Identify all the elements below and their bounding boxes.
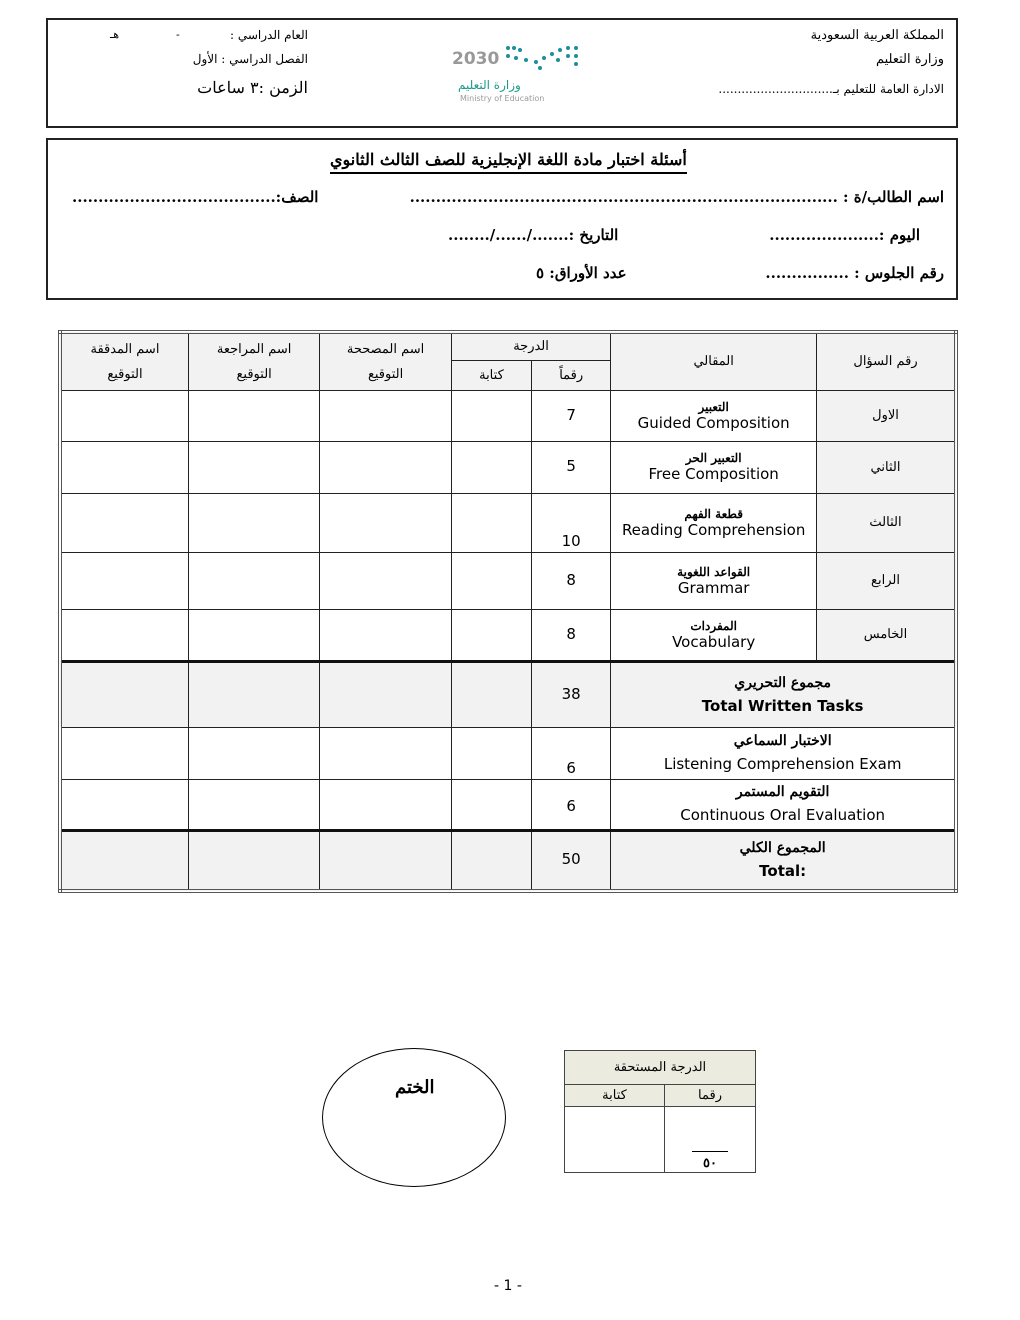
score-cell: 6 [532, 779, 611, 830]
ministry-logo [448, 38, 588, 108]
header-box [46, 18, 958, 128]
blank-cell[interactable] [320, 609, 451, 661]
blank-cell[interactable] [188, 727, 319, 779]
blank-cell[interactable] [451, 609, 531, 661]
table-row [60, 390, 956, 441]
digits-header: رقماً [532, 360, 611, 390]
logo-ministry-en: Ministry of Education [460, 94, 545, 103]
question-header: رقم السؤال [817, 332, 957, 390]
year-dash: - [176, 28, 180, 41]
blank-cell[interactable] [320, 552, 451, 609]
blank-cell[interactable] [451, 552, 531, 609]
question-number-cell: الثالث [817, 493, 957, 552]
earned-words-cell[interactable] [565, 1107, 665, 1173]
blank-cell[interactable] [320, 493, 451, 552]
blank-cell[interactable] [188, 661, 319, 727]
blank-cell[interactable] [60, 779, 188, 830]
blank-cell[interactable] [60, 493, 188, 552]
summary-row [60, 661, 956, 727]
summary-row [60, 830, 956, 891]
score-cell: 8 [532, 609, 611, 661]
blank-cell[interactable] [451, 661, 531, 727]
blank-cell[interactable] [320, 779, 451, 830]
blank-cell[interactable] [188, 779, 319, 830]
ministry: وزارة التعليم [875, 52, 944, 67]
summary-label-cell: المجموع الكلي Total: [611, 830, 956, 891]
summary-label-cell: مجموع التحريري Total Written Tasks [611, 661, 956, 727]
blank-cell[interactable] [188, 609, 319, 661]
words-header: كتابة [451, 360, 531, 390]
blank-cell[interactable] [320, 441, 451, 493]
blank-cell[interactable] [451, 830, 531, 891]
vision-2030-logo-icon [448, 38, 588, 78]
day-field[interactable]: اليوم :..................... [769, 226, 920, 244]
blank-cell[interactable] [188, 552, 319, 609]
corrector-header: اسم المصححة التوقيع [320, 332, 451, 390]
earned-grade-table [564, 1050, 756, 1173]
blank-cell[interactable] [60, 727, 188, 779]
table-row [60, 441, 956, 493]
blank-cell[interactable] [320, 661, 451, 727]
score-cell: 6 [532, 727, 611, 779]
blank-cell[interactable] [320, 390, 451, 441]
blank-cell[interactable] [451, 493, 531, 552]
score-cell: 5 [532, 441, 611, 493]
blank-cell[interactable] [60, 441, 188, 493]
reviewer-header: اسم المراجعة التوقيع [188, 332, 319, 390]
kingdom: المملكة العربية السعودية [810, 28, 944, 43]
summary-row [60, 779, 956, 830]
summary-label-cell: الاختبار السماعي Listening Comprehension Exam [611, 727, 956, 779]
earned-digits-cell[interactable]: ٥٠ [665, 1107, 756, 1173]
svg-text:2030: 2030 [452, 49, 500, 69]
question-number-cell: الاول [817, 390, 957, 441]
seat-number-field[interactable]: رقم الجلوس : ................ [765, 264, 944, 282]
grades-table [58, 330, 958, 893]
page-number: - 1 - [494, 1278, 522, 1294]
exam-time: الزمن :٣ ساعات [197, 78, 308, 97]
section-cell: قطعة الفهم Reading Comprehension [611, 493, 817, 552]
class-field[interactable]: الصف:....................................... [72, 188, 319, 206]
blank-cell[interactable] [188, 390, 319, 441]
earned-title: الدرجة المستحقة [565, 1051, 756, 1085]
summary-row [60, 727, 956, 779]
score-cell: 8 [532, 552, 611, 609]
blank-cell[interactable] [60, 390, 188, 441]
grade-header: الدرجة [451, 332, 611, 360]
year-label: العام الدراسي : [229, 28, 308, 42]
section-cell: التعبير Guided Composition [611, 390, 817, 441]
earned-words-header: كتابة [565, 1085, 665, 1107]
directorate: الادارة العامة للتعليم بـ.............................. [718, 82, 944, 96]
score-cell: 7 [532, 390, 611, 441]
score-cell: 10 [532, 493, 611, 552]
blank-cell[interactable] [60, 552, 188, 609]
blank-cell[interactable] [188, 493, 319, 552]
student-name-field[interactable]: اسم الطالب/ة : .................................................................................. [409, 188, 944, 206]
table-row [60, 552, 956, 609]
blank-cell[interactable] [451, 727, 531, 779]
earned-digits-header: رقما [665, 1085, 756, 1107]
section-cell: المفردات Vocabulary [611, 609, 817, 661]
blank-cell[interactable] [451, 779, 531, 830]
blank-cell[interactable] [60, 661, 188, 727]
question-number-cell: الرابع [817, 552, 957, 609]
blank-cell[interactable] [60, 609, 188, 661]
blank-cell[interactable] [60, 830, 188, 891]
essay-header: المقالي [611, 332, 817, 390]
auditor-header: اسم المدققة التوقيع [60, 332, 188, 390]
section-cell: القواعد اللغوية Grammar [611, 552, 817, 609]
logo-ministry-ar: وزارة التعليم [458, 78, 521, 92]
exam-title: أسئلة اختبار مادة اللغة الإنجليزية للصف الثالث الثانوي [330, 150, 687, 174]
date-field[interactable]: التاريخ :......./....../........ [448, 226, 619, 244]
blank-cell[interactable] [320, 727, 451, 779]
score-cell: 50 [532, 830, 611, 891]
blank-cell[interactable] [320, 830, 451, 891]
blank-cell[interactable] [188, 441, 319, 493]
question-number-cell: الخامس [817, 609, 957, 661]
student-info-box [46, 138, 958, 300]
pages-count: عدد الأوراق: ٥ [536, 264, 627, 282]
score-cell: 38 [532, 661, 611, 727]
table-row [60, 609, 956, 661]
table-row [60, 493, 956, 552]
blank-cell[interactable] [451, 441, 531, 493]
stamp-label: الختم [395, 1077, 435, 1098]
section-cell: التعبير الحر Free Composition [611, 441, 817, 493]
summary-label-cell: التقويم المستمر Continuous Oral Evaluation [611, 779, 956, 830]
blank-cell[interactable] [451, 390, 531, 441]
question-number-cell: الثاني [817, 441, 957, 493]
blank-cell[interactable] [188, 830, 319, 891]
stamp-area [322, 1048, 506, 1187]
semester: الفصل الدراسي : الأول [192, 52, 308, 66]
year-suffix: هـ [110, 28, 120, 41]
